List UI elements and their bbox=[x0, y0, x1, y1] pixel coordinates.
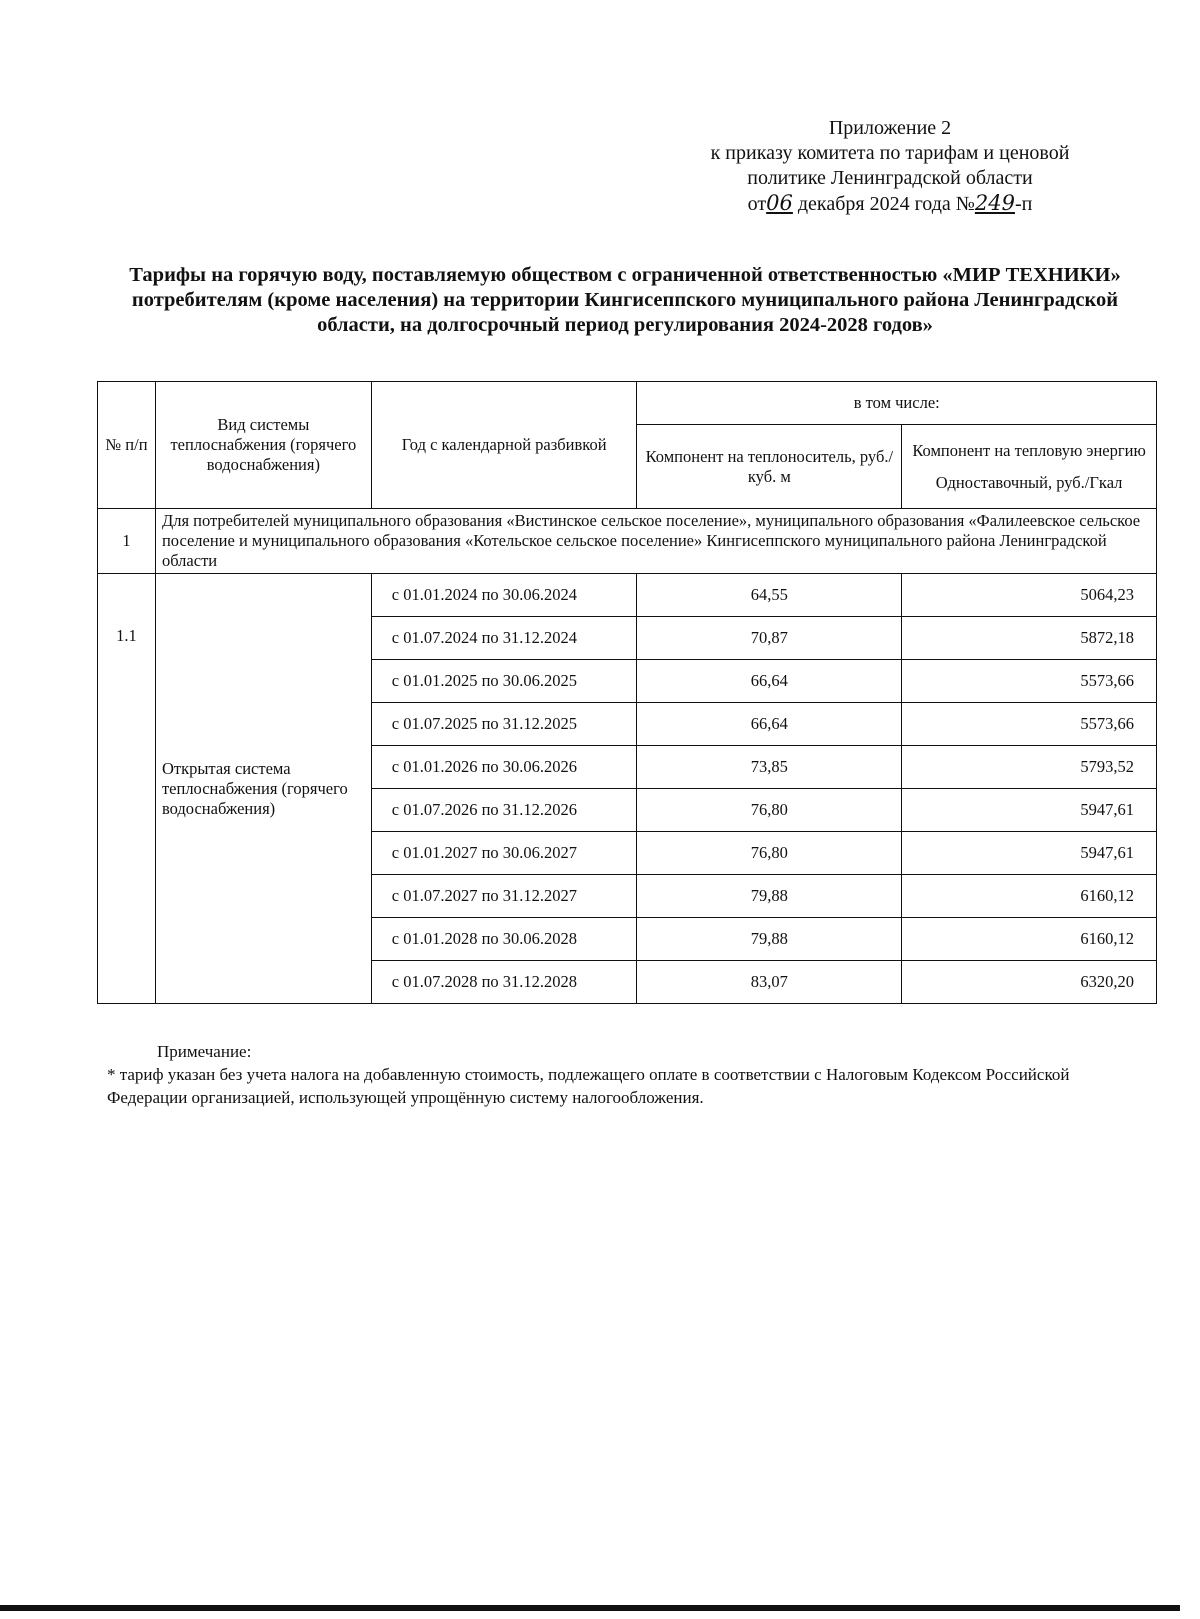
appendix-date-line bbox=[640, 191, 1140, 217]
period-cell: с 01.07.2024 по 31.12.2024 bbox=[371, 617, 637, 660]
period-cell: с 01.07.2025 по 31.12.2025 bbox=[371, 703, 637, 746]
order-suffix: -п bbox=[1014, 193, 1033, 215]
energy-cell: 6160,12 bbox=[902, 875, 1157, 918]
group-num: 1 bbox=[98, 509, 156, 574]
energy-cell: 5947,61 bbox=[902, 789, 1157, 832]
item-num: 1.1 bbox=[98, 574, 156, 1004]
note-text: * тариф указан без учета налога на добавленную стоимость, подлежащего оплате в соответствии с Налоговым Кодексом Российской Федерации организацией, использующей упрощённую систему налогообложения. bbox=[107, 1065, 1070, 1107]
header-year: Год с календарной разбивкой bbox=[371, 382, 637, 509]
carrier-cell: 64,55 bbox=[637, 574, 902, 617]
energy-cell: 5573,66 bbox=[902, 703, 1157, 746]
tariff-table bbox=[97, 381, 1157, 1004]
carrier-cell: 76,80 bbox=[637, 789, 902, 832]
period-cell: с 01.01.2028 по 30.06.2028 bbox=[371, 918, 637, 961]
energy-cell: 6160,12 bbox=[902, 918, 1157, 961]
carrier-cell: 70,87 bbox=[637, 617, 902, 660]
appendix-line-1: Приложение 2 bbox=[828, 117, 952, 139]
carrier-cell: 76,80 bbox=[637, 832, 902, 875]
scan-edge-line bbox=[0, 1605, 1180, 1611]
table-header-row bbox=[98, 382, 1157, 425]
group-text: Для потребителей муниципального образования «Вистинское сельское поселение», муниципального образования «Фалилеевское сельское поселение и муниципального образования «Котельское сельское поселение» Кингисеппского муниципального района Ленинградской области bbox=[155, 509, 1156, 574]
carrier-cell: 83,07 bbox=[637, 961, 902, 1004]
header-carrier: Компонент на теплоноситель, руб./куб. м bbox=[637, 425, 902, 509]
header-energy-label: Компонент на тепловую энергию bbox=[912, 440, 1146, 460]
order-number-handwritten: 249 bbox=[974, 191, 1015, 215]
period-cell: с 01.01.2026 по 30.06.2026 bbox=[371, 746, 637, 789]
carrier-cell: 79,88 bbox=[637, 918, 902, 961]
period-cell: с 01.07.2028 по 31.12.2028 bbox=[371, 961, 637, 1004]
energy-cell: 5947,61 bbox=[902, 832, 1157, 875]
energy-cell: 5793,52 bbox=[902, 746, 1157, 789]
header-num: № п/п bbox=[98, 382, 156, 509]
group-row bbox=[98, 509, 1157, 574]
date-prefix: от bbox=[747, 193, 767, 215]
table-row bbox=[98, 574, 1157, 617]
header-energy-sub: Одноставочный, руб./Гкал bbox=[935, 472, 1123, 492]
header-energy bbox=[902, 425, 1157, 509]
note-block bbox=[107, 1040, 1153, 1109]
period-cell: с 01.01.2027 по 30.06.2027 bbox=[371, 832, 637, 875]
document-title: Тарифы на горячую воду, поставляемую обществом с ограниченной ответственностью «МИР ТЕХНИКИ» потребителям (кроме населения) на территории Кингисеппского муниципального района Ленинградской области, на долгосрочный период регулирования 2024-2028 годов» bbox=[129, 264, 1121, 336]
carrier-cell: 66,64 bbox=[637, 660, 902, 703]
period-cell: с 01.07.2027 по 31.12.2027 bbox=[371, 875, 637, 918]
item-system: Открытая система теплоснабжения (горячего водоснабжения) bbox=[155, 574, 371, 1004]
appendix-line-2: к приказу комитета по тарифам и ценовой bbox=[710, 142, 1070, 164]
period-cell: с 01.01.2024 по 30.06.2024 bbox=[371, 574, 637, 617]
appendix-block bbox=[640, 116, 1140, 217]
energy-cell: 5064,23 bbox=[902, 574, 1157, 617]
header-including: в том числе: bbox=[637, 382, 1157, 425]
period-cell: с 01.01.2025 по 30.06.2025 bbox=[371, 660, 637, 703]
note-label: Примечание: bbox=[157, 1042, 252, 1061]
carrier-cell: 73,85 bbox=[637, 746, 902, 789]
header-system: Вид системы теплоснабжения (горячего водоснабжения) bbox=[155, 382, 371, 509]
period-cell: с 01.07.2026 по 31.12.2026 bbox=[371, 789, 637, 832]
date-rest: декабря 2024 года № bbox=[792, 193, 975, 215]
energy-cell: 5872,18 bbox=[902, 617, 1157, 660]
carrier-cell: 79,88 bbox=[637, 875, 902, 918]
carrier-cell: 66,64 bbox=[637, 703, 902, 746]
energy-cell: 6320,20 bbox=[902, 961, 1157, 1004]
date-day-handwritten: 06 bbox=[766, 191, 793, 215]
energy-cell: 5573,66 bbox=[902, 660, 1157, 703]
appendix-line-3: политике Ленинградской области bbox=[747, 167, 1033, 189]
